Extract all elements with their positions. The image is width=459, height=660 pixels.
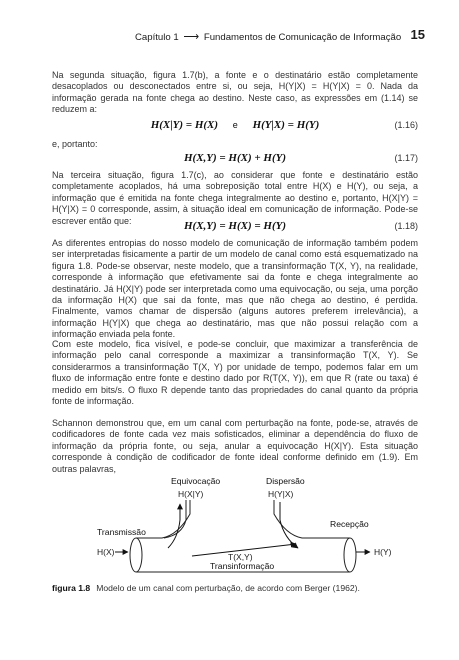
equation-number: (1.18) bbox=[394, 221, 418, 231]
running-header bbox=[135, 27, 425, 43]
equation-number: (1.17) bbox=[394, 153, 418, 163]
equation-right: H(Y|X) = H(Y) bbox=[252, 119, 320, 131]
paragraph-4: As diferentes entropias do nosso modelo de comunicação de informação também podem ser interpretadas fisicamente a partir de um modelo de canal como está esquematizado na figura 1.8. Pode-se observar, neste modelo, que a transinformação T(X, Y), na realidade, corresponde à informação que efetivamente sai da fonte e chega integralmente ao destinatário. Já H(X|Y) pode ser interpretada como uma equivocação, ou seja, uma porção da informação H(X) que sai da fonte, mas que não chega ao destino, é perdida. Finalmente, vamos chamar de dispersão (alguns autores preferem irrelevância), a informação H(Y|X) que chega ao destinatário, mas que não possui relação com a informação enviada pela fonte. bbox=[52, 238, 418, 340]
caption-label: figura 1.8 bbox=[52, 583, 91, 593]
equation-number: (1.16) bbox=[394, 120, 418, 130]
dispersion-expr: H(Y|X) bbox=[268, 489, 294, 499]
channel-pipe bbox=[136, 500, 350, 538]
equivocation-expr: H(X|Y) bbox=[178, 489, 204, 499]
equation-1-18 bbox=[52, 220, 418, 234]
equivocation-arrow bbox=[168, 504, 180, 548]
paragraph-5: Com este modelo, fica visível, e pode-se concluir, que maximizar a transferência de informação pelo canal corresponde a maximizar a transinformação T(X, Y). Se considerarmos a transinformação T(X, Y) por unidade de tempo, podemos falar em um fluxo de informação entre fonte e destino dado por R(T(X, Y)), em que R (rate ou taxa) é medido em bits/s. O fluxo R depende tanto das propriedades do canal quanto da própria fonte de informação. bbox=[52, 339, 418, 407]
equation-expression: H(X,Y) = H(X) + H(Y) bbox=[183, 152, 287, 164]
dispersion-label: Dispersão bbox=[266, 476, 305, 486]
equation-left: H(X|Y) = H(X) bbox=[150, 119, 219, 131]
figure-caption bbox=[52, 583, 360, 593]
paragraph-6: Schannon demonstrou que, em um canal com perturbação na fonte, pode-se, através de codificadores de fonte cada vez mais sofisticados, eliminar a dependência do fluxo de informação da própria fonte, ou seja, anular a equivocação H(X|Y). Esta situação corresponde à condição de codificador de fonte ideal conforme definido em (1.9). Em outras palavras, bbox=[52, 418, 418, 474]
paragraph-1: Na segunda situação, figura 1.7(b), a fonte e o destinatário estão completamente desacoplados ou desconectados entre si, ou seja, H(Y|X) = H(Y|X) = 0. Nada da informação gerada na fonte chega ao destino. Neste caso, as expressões em (1.14) se reduzem a: bbox=[52, 70, 418, 115]
arrow-right-icon: ⟶ bbox=[183, 31, 200, 43]
equation-1-16 bbox=[52, 119, 418, 133]
transinformation-arrow bbox=[192, 544, 296, 556]
dispersion-arrow bbox=[280, 502, 298, 548]
equation-connector: e bbox=[232, 120, 238, 130]
caption-text: Modelo de um canal com perturbação, de acordo com Berger (1962). bbox=[96, 583, 360, 593]
equation-expression: H(X,Y) = H(X) = H(Y) bbox=[183, 220, 287, 232]
destination-entropy: H(Y) bbox=[374, 547, 392, 557]
equation-1-17 bbox=[52, 152, 418, 166]
equivocation-branch bbox=[164, 500, 186, 538]
transmission-label: Transmissão bbox=[97, 527, 146, 537]
paragraph-2: e, portanto: bbox=[52, 139, 98, 149]
equivocation-label: Equivocação bbox=[171, 476, 221, 486]
pipe-left-end bbox=[130, 538, 142, 572]
source-entropy: H(X) bbox=[97, 547, 115, 557]
transinformation-label: Transinformação bbox=[210, 561, 275, 571]
pipe-right-end bbox=[344, 538, 356, 572]
chapter-title: Fundamentos de Comunicação de Informação bbox=[203, 32, 402, 43]
chapter-label: Capítulo 1 bbox=[135, 32, 179, 43]
paragraph-3: Na terceira situação, figura 1.7(c), ao considerar que fonte e destinatário estão completamente acoplados, há uma sobreposição total entre H(X) e H(Y), ou seja, a informação que é emitida na fonte chega integralmente ao destino e, portanto, H(X|Y) = H(Y|X) = 0 corresponde, assim, à situação ideal em comunicação de informação. Pode-se escrever então que: bbox=[52, 170, 418, 226]
page-number: 15 bbox=[410, 27, 425, 42]
reception-label: Recepção bbox=[330, 519, 369, 529]
transinformation-expr: T(X,Y) bbox=[228, 552, 253, 562]
